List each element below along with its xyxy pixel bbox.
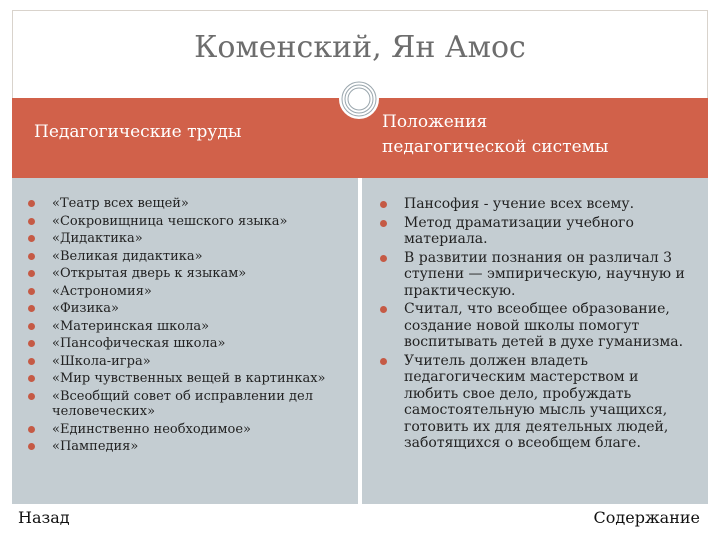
work-title: «Дидактика» xyxy=(52,231,143,246)
work-title: «Всеобщий совет об исправлении дел человеческих» xyxy=(52,388,313,419)
bullet-dot-icon xyxy=(28,270,35,277)
list-item xyxy=(28,354,348,370)
contents-link[interactable]: Содержание xyxy=(593,508,700,527)
bullet-dot-icon xyxy=(28,305,35,312)
list-item xyxy=(380,215,696,248)
list-item xyxy=(28,439,348,455)
bullet-dot-icon xyxy=(28,218,35,225)
principle-text: Метод драматизации учебного материала. xyxy=(404,214,634,247)
list-item xyxy=(28,371,348,387)
list-item xyxy=(28,266,348,282)
bullet-dot-icon xyxy=(28,288,35,295)
work-title: «Школа-игра» xyxy=(52,353,151,369)
work-title: «Великая дидактика» xyxy=(52,248,203,264)
bullet-dot-icon xyxy=(28,443,35,450)
list-item xyxy=(380,250,696,300)
bullet-dot-icon xyxy=(28,340,35,347)
bullet-dot-icon xyxy=(28,393,35,400)
work-title: «Материнская школа» xyxy=(52,318,210,334)
bullet-dot-icon xyxy=(28,358,35,365)
work-title: «Сокровищница чешского языка» xyxy=(52,213,288,229)
work-title: «Театр всех вещей» xyxy=(52,196,189,211)
list-item xyxy=(28,301,348,317)
bullet-dot-icon xyxy=(380,255,387,262)
principle-text: Пансофия - учение всех всему. xyxy=(404,196,635,212)
bullet-dot-icon xyxy=(380,220,387,227)
bullet-dot-icon xyxy=(28,235,35,242)
list-item xyxy=(28,231,348,247)
left-column-header: Педагогические труды xyxy=(34,122,242,142)
bullet-dot-icon xyxy=(28,200,35,207)
bullet-dot-icon xyxy=(380,201,387,208)
principles-list xyxy=(380,196,696,454)
right-header-line-1: Положения xyxy=(382,112,488,132)
work-title: «Астрономия» xyxy=(52,283,152,299)
principle-text: Учитель должен владеть педагогическим мастерством и любить свое дело, пробуждать самостоятельную мысль учащихся, готовить их для деятельных людей, заботящихся о всеобщем благе. xyxy=(404,352,669,451)
principle-text: Считал, что всеобщее образование, создание новой школы помогут воспитывать детей в духе гуманизма. xyxy=(404,301,684,350)
list-item xyxy=(28,422,348,438)
works-list xyxy=(28,196,348,457)
bullet-dot-icon xyxy=(380,306,387,313)
work-title: «Мир чувственных вещей в картинках» xyxy=(52,371,326,386)
list-item xyxy=(380,196,696,213)
work-title: «Единственно необходимое» xyxy=(52,421,251,437)
bullet-dot-icon xyxy=(380,358,387,365)
list-item xyxy=(28,336,348,352)
back-link[interactable]: Назад xyxy=(18,508,70,527)
right-header-line-2: педагогической системы xyxy=(382,137,609,157)
list-item xyxy=(380,301,696,351)
slide-title: Коменский, Ян Амос xyxy=(194,30,526,65)
work-title: «Физика» xyxy=(52,301,119,316)
work-title: «Пансофическая школа» xyxy=(52,336,226,351)
list-item xyxy=(28,249,348,265)
list-item xyxy=(28,284,348,300)
work-title: «Пампедия» xyxy=(52,439,139,454)
bullet-dot-icon xyxy=(28,375,35,382)
principle-text: В развитии познания он различал 3 ступени — эмпирическую, научную и практическую. xyxy=(404,249,685,299)
work-title: «Открытая дверь к языкам» xyxy=(52,266,247,281)
circle-emblem-icon xyxy=(338,78,380,120)
list-item xyxy=(28,196,348,212)
bullet-dot-icon xyxy=(28,253,35,260)
list-item xyxy=(380,353,696,452)
list-item xyxy=(28,389,348,420)
right-column-header xyxy=(382,110,608,160)
bullet-dot-icon xyxy=(28,426,35,433)
bullet-dot-icon xyxy=(28,323,35,330)
list-item xyxy=(28,319,348,335)
list-item xyxy=(28,214,348,230)
